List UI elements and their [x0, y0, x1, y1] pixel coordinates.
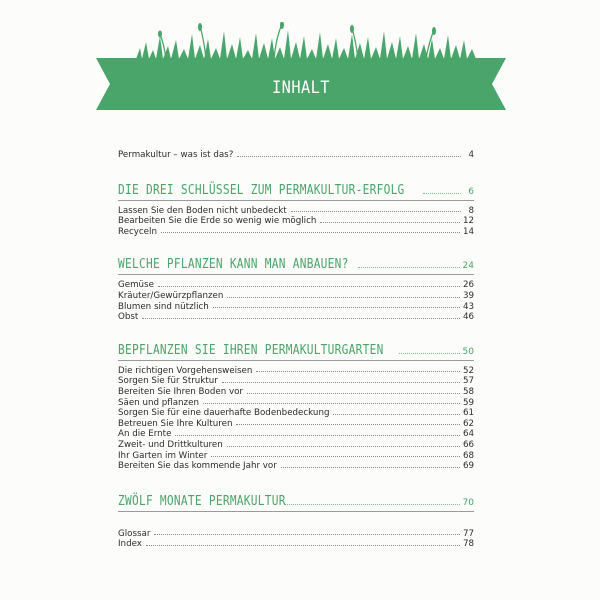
dot-leader	[158, 286, 460, 287]
toc-page-number: 4	[468, 150, 474, 160]
toc-entry-label: Glossar	[118, 528, 151, 539]
divider	[118, 360, 474, 361]
toc-entry-label: Gemüse	[118, 280, 154, 291]
toc-entry[interactable]	[118, 312, 474, 323]
toc-entry[interactable]	[118, 376, 474, 387]
toc-entry-label: Permakultur – was ist das?	[118, 150, 234, 160]
dot-leader	[256, 371, 460, 372]
toc-page-number: 52	[462, 365, 474, 376]
toc-entry-label: Sorgen Sie für eine dauerhafte Bodenbedeckung	[118, 408, 330, 419]
toc-page-number: 64	[462, 429, 474, 440]
dot-leader	[142, 318, 460, 319]
toc-page-number: 62	[462, 418, 474, 429]
dot-leader	[236, 424, 459, 425]
dot-leader	[203, 403, 460, 404]
dot-leader	[320, 222, 460, 223]
dot-leader	[154, 534, 460, 535]
toc-entry-label: Recyceln	[118, 226, 157, 237]
chapter-page-number: 6	[468, 186, 474, 197]
grass-silhouette-icon	[96, 22, 506, 112]
dot-leader	[161, 232, 460, 233]
dot-leader	[175, 435, 460, 436]
toc-entry-label: Kräuter/Gewürzpflanzen	[118, 290, 224, 301]
toc-entry[interactable]	[118, 216, 474, 227]
toc-entry-label: Obst	[118, 312, 139, 323]
toc-entry[interactable]	[118, 440, 474, 451]
toc-entry-glossary[interactable]	[118, 529, 474, 540]
toc-entry-label: Ihr Garten im Winter	[118, 450, 208, 461]
chapter-heading-1[interactable]	[118, 183, 474, 198]
toc-entry-label: Bearbeiten Sie die Erde so wenig wie möglich	[118, 216, 317, 227]
toc-entry[interactable]	[118, 398, 474, 409]
toc-page-number: 43	[462, 301, 474, 312]
dot-leader	[211, 456, 460, 457]
dot-leader	[281, 467, 460, 468]
divider	[118, 200, 474, 201]
toc-page-number: 66	[462, 439, 474, 450]
toc-entry-label: Bereiten Sie Ihren Boden vor	[118, 386, 243, 397]
toc-page-number: 68	[462, 450, 474, 461]
dot-leader	[227, 297, 460, 298]
toc-entry-index[interactable]	[118, 539, 474, 550]
toc-entry[interactable]	[118, 280, 474, 291]
toc-entry[interactable]	[118, 291, 474, 302]
toc-page-number: 78	[462, 539, 474, 550]
toc-entry-label: An die Ernte	[118, 429, 172, 440]
chapter-title: ZWÖLF MONATE PERMAKULTUR	[118, 493, 286, 509]
toc-entry[interactable]	[118, 461, 474, 472]
toc-entry[interactable]	[118, 419, 474, 430]
chapter-page-number: 50	[462, 346, 474, 357]
dot-leader	[213, 307, 460, 308]
toc-entry[interactable]	[118, 366, 474, 377]
dot-leader	[399, 353, 460, 354]
chapter-heading-3[interactable]	[118, 343, 474, 358]
chapter-page-number: 70	[462, 497, 474, 508]
toc-page-number: 61	[462, 408, 474, 419]
chapter-title: DIE DREI SCHLÜSSEL ZUM PERMAKULTUR-ERFOLG	[118, 182, 405, 198]
chapter-title: WELCHE PFLANZEN KANN MAN ANBAUEN?	[118, 257, 349, 273]
toc-entry-label: Die richtigen Vorgehensweisen	[118, 365, 253, 376]
toc-page-number: 59	[462, 397, 474, 408]
contents-banner	[96, 22, 506, 112]
dot-leader	[227, 446, 460, 447]
chapter-title: BEPFLANZEN SIE IHREN PERMAKULTURGARTEN	[118, 342, 384, 358]
dot-leader	[247, 393, 460, 394]
dot-leader	[358, 267, 459, 268]
toc-page-number: 46	[462, 312, 474, 323]
chapter-heading-2[interactable]	[118, 257, 474, 272]
toc-entry-label: Lassen Sie den Boden nicht unbedeckt	[118, 205, 287, 216]
contents-title: INHALT	[272, 78, 330, 98]
dot-leader	[333, 414, 459, 415]
toc-entry-label: Sorgen Sie für Struktur	[118, 376, 218, 387]
toc-entry-label: Säen und pflanzen	[118, 397, 199, 408]
divider	[118, 511, 474, 512]
toc-page-number: 12	[462, 216, 474, 227]
toc-entry-label: Blumen sind nützlich	[118, 301, 209, 312]
toc-page-number: 39	[462, 290, 474, 301]
divider	[118, 274, 474, 275]
toc-page-number: 26	[462, 280, 474, 291]
toc-entry[interactable]	[118, 302, 474, 313]
dot-leader	[237, 156, 461, 157]
toc-entry[interactable]	[118, 429, 474, 440]
dot-leader	[222, 382, 460, 383]
toc-entry-label: Zweit- und Drittkulturen	[118, 439, 223, 450]
toc-page-number: 14	[462, 226, 474, 237]
dot-leader	[146, 545, 460, 546]
dot-leader	[291, 211, 461, 212]
chapter-page-number: 24	[462, 261, 474, 272]
toc-entry-intro[interactable]	[118, 150, 474, 161]
toc-entry[interactable]	[118, 227, 474, 238]
toc-page-number: 58	[462, 386, 474, 397]
toc-entry[interactable]	[118, 408, 474, 419]
toc-entry-label: Betreuen Sie Ihre Kulturen	[118, 418, 233, 429]
toc-entry[interactable]	[118, 451, 474, 462]
chapter-heading-4[interactable]	[118, 494, 474, 509]
toc-entry-label: Bereiten Sie das kommende Jahr vor	[118, 461, 277, 472]
toc-entry[interactable]	[118, 206, 474, 217]
toc-entry[interactable]	[118, 387, 474, 398]
toc-page-number: 8	[468, 205, 474, 216]
toc-page-number: 57	[462, 376, 474, 387]
table-of-contents	[118, 150, 474, 550]
toc-page-number: 69	[462, 461, 474, 472]
dot-leader	[423, 193, 461, 194]
toc-page-number: 77	[462, 528, 474, 539]
toc-entry-label: Index	[118, 539, 142, 550]
dot-leader	[285, 504, 460, 505]
